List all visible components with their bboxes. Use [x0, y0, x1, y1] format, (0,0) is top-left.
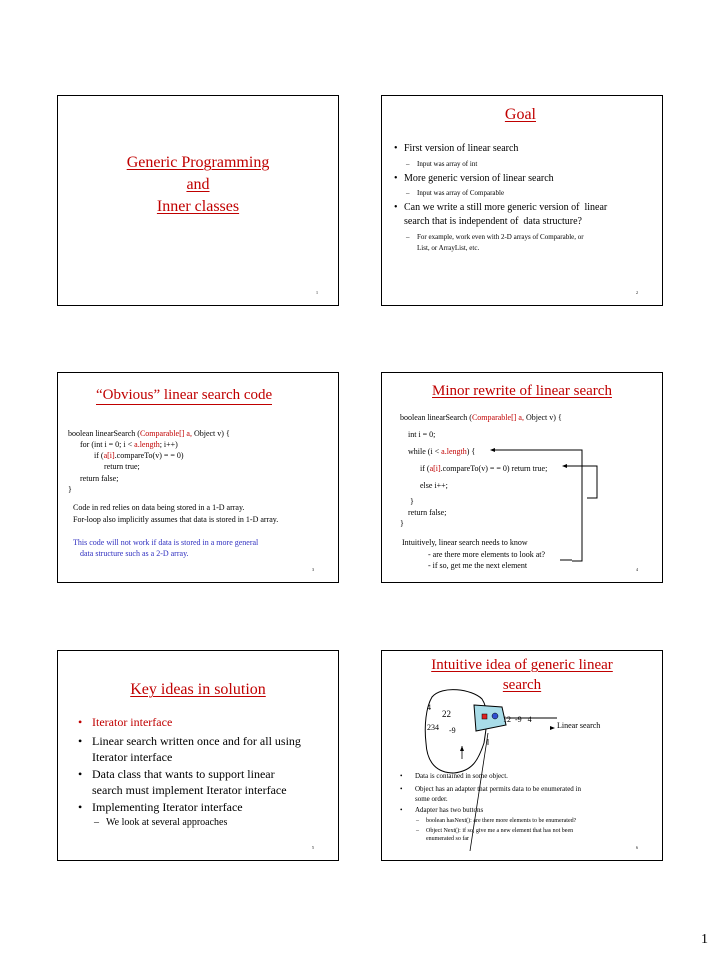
slide-2-bullet-3: Can we write a still more generic version of linear	[404, 202, 608, 213]
slide-3-code-close: }	[68, 485, 72, 494]
slide-3-code-return-false: return false;	[80, 474, 119, 483]
slide-2-sub-2: Input was array of Comparable	[417, 189, 505, 197]
slide-6	[381, 650, 663, 861]
slide-number: 6	[636, 845, 638, 850]
bullet-marker: •	[78, 767, 83, 781]
slide-4-flow-arrows	[382, 373, 662, 582]
bullet-marker: •	[394, 173, 398, 184]
code-red-text: a.length	[441, 447, 467, 456]
slide-4-title: Minor rewrite of linear search	[432, 383, 612, 399]
slide-3-note-2: For-loop also implicitly assumes that data is stored in 1-D array.	[73, 515, 279, 524]
slide-3	[57, 372, 339, 583]
slide-4-code-return-false: return false;	[408, 508, 447, 517]
slide-2-sub-1: Input was array of int	[417, 160, 478, 168]
code-text: Object v) {	[523, 413, 562, 422]
slide-6-bullet-3: Adapter has two buttons	[415, 806, 484, 814]
page-number: 1	[701, 932, 708, 947]
slide-3-blue-note-1: This code will not work if data is stored in a more general	[73, 538, 259, 547]
diagram-sequence: 12 -9 4	[503, 715, 532, 724]
code-red-text: a[i]	[103, 451, 115, 460]
slide-6-bullet-2: Object has an adapter that permits data to be enumerated in	[415, 785, 581, 793]
code-text: for (int i = 0; i <	[80, 440, 135, 449]
slide-2-sub-3: For example, work even with 2-D arrays of Comparable, or	[417, 233, 584, 241]
code-text: ; i++)	[159, 440, 178, 449]
bullet-marker: •	[394, 202, 398, 213]
bullet-marker: •	[400, 772, 403, 780]
code-red-text: a.length	[134, 440, 160, 449]
slide-2-bullet-1: First version of linear search	[404, 143, 519, 154]
slide-4-code-init: int i = 0;	[408, 430, 436, 439]
sub-bullet-marker: –	[406, 160, 410, 168]
slide-number: 2	[636, 290, 638, 295]
slide-5-bullet-1: Iterator interface	[92, 715, 173, 729]
slide-6-sub-2-cont: enumerated so far	[426, 836, 469, 842]
arrow-head-icon	[490, 448, 495, 452]
bullet-marker: •	[78, 734, 83, 748]
slide-3-code-return-true: return true;	[104, 462, 140, 471]
slide-4-question-2: - if so, get me the next element	[428, 561, 528, 570]
slide-number: 1	[316, 290, 318, 295]
slide-2-bullet-2: More generic version of linear search	[404, 173, 554, 184]
slide-3-title: “Obvious” linear search code	[96, 387, 273, 403]
slide-5-bullet-3: Data class that wants to support linear	[92, 767, 275, 781]
slide-6-bullet-1: Data is contained in some object.	[415, 772, 508, 780]
has-next-button-icon	[482, 714, 487, 719]
slide-number: 5	[312, 845, 314, 850]
slide-1-title-line-1: Generic Programming	[126, 154, 270, 171]
code-text: .compareTo(v) = = 0)	[114, 451, 184, 460]
slide-4-code-close: }	[400, 519, 404, 528]
slide-4-code-close-inner: }	[410, 497, 414, 506]
arrow-head-icon	[562, 464, 567, 468]
slide-6-bullet-2-cont: some order.	[415, 795, 448, 803]
slide-2-bullet-3-cont: search that is independent of data structure?	[404, 216, 582, 227]
slide-3-note-1: Code in red relies on data being stored in a 1-D array.	[73, 503, 245, 512]
slide-3-code-for	[80, 440, 178, 450]
slide-number: 4	[636, 567, 638, 572]
slide-6-sub-1: boolean hasNext(): are there more elements to be enumerated?	[426, 818, 577, 824]
sub-bullet-marker: –	[406, 233, 410, 241]
slide-4-code-else: else i++;	[420, 481, 448, 490]
code-red-text: Comparable[] a,	[139, 429, 192, 438]
slide-4-intuition: Intuitively, linear search needs to know	[402, 538, 528, 547]
slide-2-title: Goal	[504, 106, 536, 123]
code-red-text: a[i]	[429, 464, 441, 473]
slide-5-bullet-3-cont: search must implement Iterator interface	[92, 783, 287, 797]
slide-3-code-signature	[68, 429, 230, 439]
code-text: ) {	[466, 447, 476, 456]
slide-2-sub-3-cont: List, or ArrayList, etc.	[417, 244, 480, 252]
slide-2	[381, 95, 663, 306]
diagram-value-neg9: -9	[449, 726, 456, 735]
adapter-shape	[474, 705, 506, 731]
sub-bullet-marker: –	[406, 189, 410, 197]
slide-4	[381, 372, 663, 583]
code-text: while (i <	[408, 447, 442, 456]
diagram-value-22: 22	[442, 709, 451, 719]
slide-6-sub-2: Object Next(): if so, give me a new element that has not been	[426, 828, 574, 834]
outer-loop-line	[494, 450, 582, 561]
code-text: boolean linearSearch (	[68, 429, 140, 438]
code-text: .compareTo(v) = = 0) return true;	[440, 464, 548, 473]
code-text: Object v) {	[191, 429, 230, 438]
slide-1	[57, 95, 339, 306]
code-text: if (	[420, 464, 430, 473]
diagram-value-4: 4	[427, 703, 431, 712]
slide-1-title-line-2: and	[186, 176, 210, 193]
slide-5	[57, 650, 339, 861]
slide-3-code-if	[94, 451, 184, 461]
slide-5-bullet-4: Implementing Iterator interface	[92, 800, 243, 814]
code-text: boolean linearSearch (	[400, 413, 472, 422]
bullet-marker: •	[394, 143, 398, 154]
slide-3-blue-note-2: data structure such as a 2-D array.	[80, 549, 189, 558]
code-text: if (	[94, 451, 104, 460]
diagram-value-234: 234	[427, 723, 439, 732]
bullet-marker: •	[400, 806, 403, 814]
slide-5-bullet-2: Linear search written once and for all using	[92, 734, 301, 748]
slide-5-title: Key ideas in solution	[130, 681, 266, 698]
arrow-head-icon	[460, 746, 464, 751]
diagram-label: Linear search	[557, 721, 601, 730]
slide-5-bullet-2-cont: Iterator interface	[92, 750, 173, 764]
bullet-marker: •	[400, 785, 403, 793]
slide-6-title-line-1: Intuitive idea of generic linear	[431, 657, 613, 673]
arrow-head-icon	[550, 726, 555, 730]
bullet-marker: •	[78, 715, 83, 729]
slide-6-title-line-2: search	[502, 677, 542, 693]
sub-bullet-marker: –	[416, 828, 419, 834]
slide-5-sub-1: We look at several approaches	[106, 817, 228, 828]
slide-1-title-line-3: Inner classes	[156, 198, 240, 215]
code-red-text: Comparable[] a,	[471, 413, 524, 422]
slide-number: 3	[312, 567, 314, 572]
next-button-icon	[492, 713, 498, 719]
bullet-marker: •	[78, 800, 83, 814]
sub-bullet-marker: –	[94, 817, 99, 828]
sub-bullet-marker: –	[416, 818, 419, 824]
question-text: - are there more elements to look at?	[428, 550, 546, 559]
